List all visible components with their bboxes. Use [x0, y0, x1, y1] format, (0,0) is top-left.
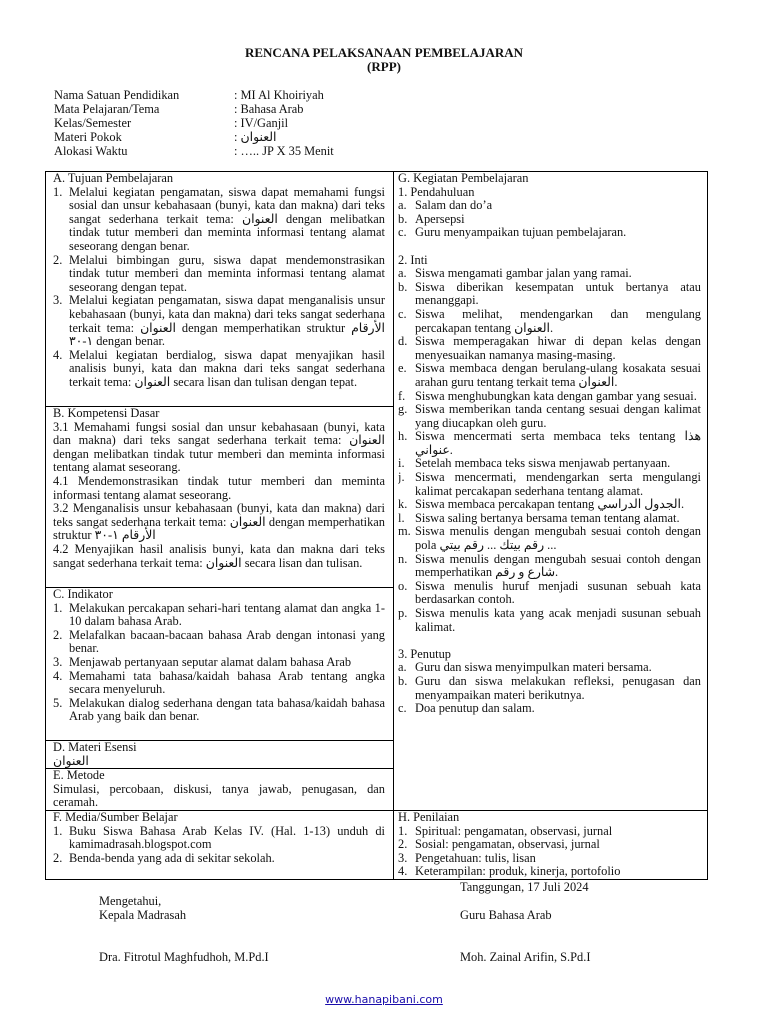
list-item: c. Siswa melihat, mendengarkan dan mengulang percakapan tentang العنوان.: [398, 306, 701, 335]
list-item: 3. Melalui kegiatan pengamatan, siswa dapat menganalisis unsur kebahasaan (bunyi, kata dan makna) dari teks sangat sederhana terkait tema: العنوان dengan memperhatikan struktur الأرقام ١-٣٠ dengan benar.: [53, 293, 385, 349]
paragraph: 3.2 Menganalisis unsur kebahasaan (bunyi, kata dan makna) dari teks sangat sederhana terkait tema: العنوان dengan memperhatikan struktur الأرقام ١-٣٠: [53, 501, 385, 543]
signature-left-name: Dra. Fitrotul Maghfudhoh, M.Pd.I: [99, 950, 269, 964]
subsection-title: 2. Inti: [398, 252, 428, 267]
identity-label: Kelas/Semester: [54, 116, 132, 130]
identity-row: [54, 116, 334, 130]
identity-value: : العنوان: [234, 130, 277, 144]
paragraph: 4.2 Menyajikan hasil analisis bunyi, kata dan makna dari teks sangat sederhana terkait tema: العنوان secara lisan dan tulisan.: [53, 541, 385, 570]
section-kegiatan: [398, 172, 701, 810]
section-heading: G. Kegiatan Pembelajaran: [398, 172, 529, 185]
document-subtitle: (RPP): [367, 59, 401, 74]
identity-label: Alokasi Waktu: [54, 144, 128, 158]
list-item: c. Guru menyampaikan tujuan pembelajaran.: [398, 225, 627, 240]
section-heading: F. Media/Sumber Belajar: [53, 811, 178, 824]
column-divider: [393, 172, 394, 879]
identity-value: : ….. JP X 35 Menit: [234, 144, 334, 158]
list-item: 2. Benda-benda yang ada di sekitar sekolah.: [53, 850, 275, 865]
section-heading: C. Indikator: [53, 588, 113, 601]
list-item: g. Siswa memberikan tanda centang sesuai dengan kalimat yang diucapkan oleh guru.: [398, 402, 701, 430]
list-item: a. Siswa mengamati gambar jalan yang ramai.: [398, 266, 632, 281]
document-title: RENCANA PELAKSANAAN PEMBELAJARAN: [244, 45, 524, 60]
list-item: l. Siswa saling bertanya bersama teman tentang alamat.: [398, 510, 680, 525]
list-item: c. Doa penutup dan salam.: [398, 701, 535, 716]
list-item: i. Setelah membaca teks siswa menjawab pertanyaan.: [398, 456, 671, 471]
identity-row: [54, 130, 334, 144]
list-item: a. Guru dan siswa menyimpulkan materi bersama.: [398, 660, 652, 675]
list-item: 3. Pengetahuan: tulis, lisan: [398, 850, 536, 865]
signature-date: Tanggungan, 17 Juli 2024: [460, 880, 589, 894]
identity-label: Materi Pokok: [54, 130, 122, 144]
section-media: [53, 811, 385, 879]
signature-right-title: Guru Bahasa Arab: [460, 908, 552, 922]
list-item: e. Siswa membaca dengan berulang-ulang kosakata sesuai arahan guru tentang terkait tema العنوان.: [398, 361, 701, 389]
list-item: 4. Memahami tata bahasa/kaidah bahasa Arab tentang angka secara menyeluruh.: [53, 668, 385, 697]
section-text: Simulasi, percobaan, diskusi, tanya jawab, penugasan, dan ceramah.: [53, 781, 385, 810]
list-item: 1. Buku Siswa Bahasa Arab Kelas IV. (Hal. 1-13) unduh di kamimadrasah.blogspot.com: [53, 823, 385, 852]
list-item: h. Siswa mencermati serta membaca teks tentang هذا عنواني.: [398, 429, 701, 457]
list-item: b. Apersepsi: [398, 211, 465, 226]
list-item: 4. Keterampilan: produk, kinerja, portofolio: [398, 864, 621, 879]
list-item: 3. Menjawab pertanyaan seputar alamat dalam bahasa Arab: [53, 654, 352, 669]
list-item: p. Siswa menulis kata yang acak menjadi susunan sebuah kalimat.: [398, 606, 701, 634]
section-heading: A. Tujuan Pembelajaran: [53, 172, 174, 185]
list-item: o. Siswa menulis huruf menjadi susunan sebuah kata berdasarkan contoh.: [398, 578, 701, 607]
section-materi: [53, 741, 385, 768]
list-item: m. Siswa menulis dengan mengubah sesuai contoh dengan pola رقم بيتك ... رقم بيتي ...: [398, 524, 701, 553]
list-item: 1. Melalui kegiatan pengamatan, siswa dapat memahami fungsi sosial dan unsur kebahasaan (bunyi, kata dan makna) dari teks sangat sederhana terkait tema: العنوان dengan melibatkan tindak tutur memberi dan meminta informasi tentang alamat seseorang dengan benar.: [53, 184, 385, 253]
list-item: k. Siswa membaca percakapan tentang الجدول الدراسي.: [398, 497, 685, 512]
list-item: 2. Sosial: pengamatan, observasi, jurnal: [398, 837, 600, 852]
section-kompetensi: [53, 407, 385, 587]
section-metode: [53, 769, 385, 810]
signature-left-title: Kepala Madrasah: [99, 908, 187, 922]
identity-label: Nama Satuan Pendidikan: [54, 88, 180, 102]
section-heading: B. Kompetensi Dasar: [53, 407, 160, 420]
section-heading: E. Metode: [53, 769, 105, 782]
section-text: العنوان: [53, 753, 89, 768]
identity-label: Mata Pelajaran/Tema: [54, 102, 160, 116]
list-item: 2. Melalui bimbingan guru, siswa dapat mendemonstrasikan tindak tutur memberi dan meminta informasi tentang alamat seseorang dengan tepat.: [53, 252, 385, 294]
list-item: d. Siswa memperagakan hiwar di depan kelas dengan menyesuaikan namanya masing-masing.: [398, 334, 701, 362]
list-item: b. Guru dan siswa melakukan refleksi, penugasan dan menyampaikan materi berikutnya.: [398, 673, 701, 702]
identity-value: : IV/Ganjil: [234, 116, 289, 130]
list-item: 2. Melafalkan bacaan-bacaan bahasa Arab dengan intonasi yang benar.: [53, 627, 385, 656]
list-item: j. Siswa mencermati, mendengarkan serta mengulangi kalimat percakapan sederhana tentang alamat.: [398, 470, 701, 498]
section-penilaian: [398, 811, 701, 879]
identity-value: : MI Al Khoiriyah: [234, 88, 324, 102]
signature-acknowledge: Mengetahui,: [99, 894, 162, 908]
list-item: 1. Melakukan percakapan sehari-hari tentang alamat dan angka 1-10 dalam bahasa Arab.: [53, 600, 385, 629]
subsection-title: 3. Penutup: [398, 646, 452, 661]
list-item: n. Siswa menulis dengan mengubah sesuai contoh dengan memperhatikan شارع و رقم.: [398, 551, 701, 580]
list-item: f. Siswa menghubungkan kata dengan gambar yang sesuai.: [398, 388, 697, 403]
list-item: 5. Melakukan dialog sederhana dengan tata bahasa/kaidah bahasa Arab yang baik dan benar.: [53, 695, 385, 724]
paragraph: 4.1 Mendemonstrasikan tindak tutur memberi dan meminta informasi tentang alamat seseorang.: [53, 473, 385, 502]
identity-value: : Bahasa Arab: [234, 102, 304, 116]
subsection-title: 1. Pendahuluan: [398, 184, 475, 199]
identity-row: [54, 102, 334, 116]
section-heading: D. Materi Esensi: [53, 741, 137, 754]
footer-link[interactable]: www.hanapibani.com: [325, 993, 443, 1006]
identity-table: [54, 88, 334, 158]
list-item: 4. Melalui kegiatan berdialog, siswa dapat menyajikan hasil analisis bunyi, kata dan makna dari teks sangat sederhana terkait tema: العنوان secara lisan dan tulisan dengan tepat.: [53, 347, 385, 389]
section-indikator: [53, 588, 385, 740]
paragraph: 3.1 Memahami fungsi sosial dan unsur kebahasaan (bunyi, kata dan makna) dari teks sangat sederhana terkait tema: العنوان dengan melibatkan tindak tutur memberi dan meminta informasi tentang alamat seseorang.: [53, 419, 385, 475]
section-heading: H. Penilaian: [398, 811, 460, 824]
list-item: b. Siswa diberikan kesempatan untuk bertanya atau menanggapi.: [398, 279, 701, 308]
signature-right-name: Moh. Zainal Arifin, S.Pd.I: [460, 950, 591, 964]
identity-row: [54, 144, 334, 158]
list-item: a. Salam dan do’a: [398, 198, 493, 213]
rpp-table: [45, 171, 708, 880]
identity-row: [54, 88, 334, 102]
list-item: 1. Spiritual: pengamatan, observasi, jurnal: [398, 823, 613, 838]
section-tujuan: [53, 172, 385, 406]
